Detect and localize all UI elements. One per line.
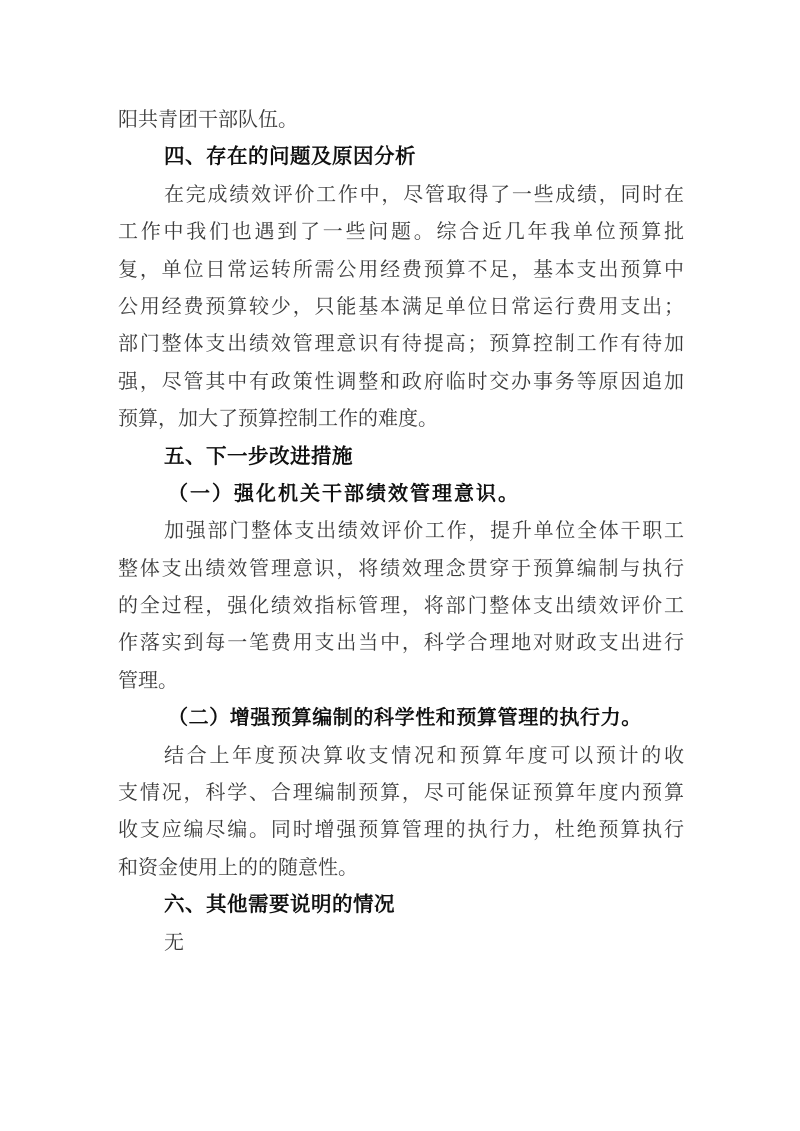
paragraph-line: 整体支出绩效管理意识，将绩效理念贯穿于预算编制与执行: [118, 555, 684, 580]
paragraph-line: 在完成绩效评价工作中，尽管取得了一些成绩，同时在: [164, 181, 684, 206]
paragraph-line: 和资金使用上的的随意性。: [118, 854, 358, 879]
section-heading-4: 四、存在的问题及原因分析: [164, 144, 416, 169]
document-page: [118, 101, 684, 961]
paragraph-line: 工作中我们也遇到了一些问题。综合近几年我单位预算批: [118, 219, 684, 244]
paragraph-line: 加强部门整体支出绩效评价工作，提升单位全体干职工: [164, 518, 684, 543]
paragraph-line: 阳共青团干部队伍。: [118, 107, 298, 131]
paragraph-line: 结合上年度预决算收支情况和预算年度可以预计的收: [164, 742, 684, 767]
paragraph-line: 的全过程，强化绩效指标管理，将部门整体支出绩效评价工: [118, 593, 684, 618]
paragraph-line: 强，尽管其中有政策性调整和政府临时交办事务等原因追加: [118, 368, 684, 393]
section-heading-5: 五、下一步改进措施: [164, 443, 353, 468]
subsection-heading-5-1: （一）强化机关干部绩效管理意识。: [168, 480, 520, 505]
section-heading-6: 六、其他需要说明的情况: [164, 892, 395, 917]
paragraph-line: 部门整体支出绩效管理意识有待提高；预算控制工作有待加: [118, 331, 684, 356]
paragraph-line: 作落实到每一笔费用支出当中，科学合理地对财政支出进行: [118, 630, 684, 655]
paragraph-line: 复，单位日常运转所需公用经费预算不足，基本支出预算中: [118, 256, 684, 281]
paragraph-line: 管理。: [118, 667, 178, 692]
paragraph-line: 支情况，科学、合理编制预算，尽可能保证预算年度内预算: [118, 780, 684, 805]
paragraph-line: 公用经费预算较少，只能基本满足单位日常运行费用支出；: [118, 293, 684, 318]
paragraph-line: 无: [164, 929, 184, 954]
paragraph-line: 收支应编尽编。同时增强预算管理的执行力，杜绝预算执行: [118, 817, 684, 842]
paragraph-line: 预算，加大了预算控制工作的难度。: [118, 406, 438, 431]
subsection-heading-5-2: （二）增强预算编制的科学性和预算管理的执行力。: [168, 705, 642, 730]
